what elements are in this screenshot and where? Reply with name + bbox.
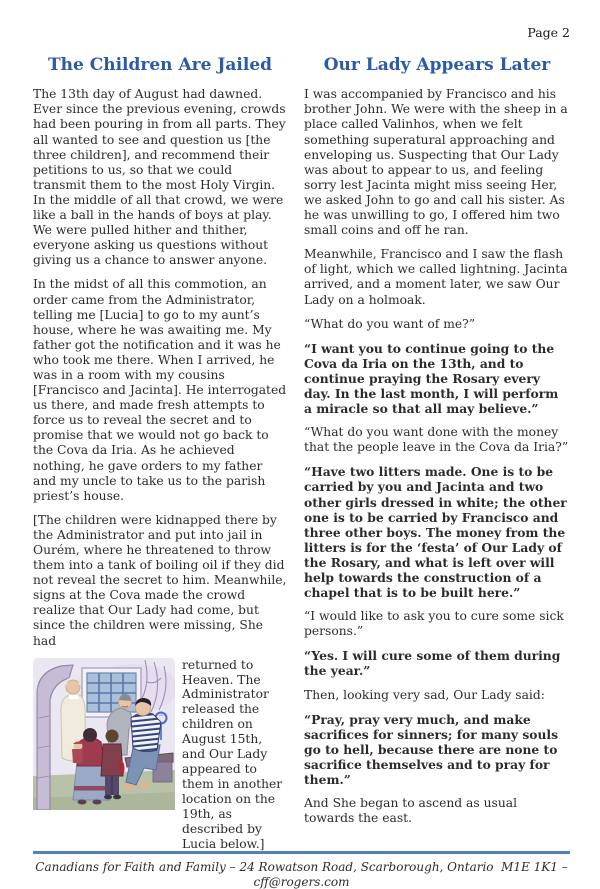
right-column (304, 52, 570, 852)
left-column-heading: The Children Are Jailed (47, 54, 273, 75)
wrapped-text-column (182, 658, 287, 852)
barred-window (82, 668, 141, 717)
paragraph: And She began to ascend as usual towards the east. (304, 796, 518, 826)
paragraph: The 13th day of August had dawned. Ever since the previous evening, crowds had been pouring in from all parts. They all wanted to see and question us [the three children], and recommend their petitions to us, so that we could transmit them to the most Holy Virgin. In the middle of all that crowd, we were like a ball in the hands of boys at play. We were pulled hither and thither, everyone asking us questions without giving us a chance to answer anyone. (33, 87, 286, 268)
footer-text: Canadians for Faith and Family – 24 Rowatson Road, Scarborough, Ontario M1E 1K1 – cff@rogers.com (35, 860, 568, 889)
paragraph: I was accompanied by Francisco and his brother John. We were with the sheep in a place called Valinhos, when we felt something superatural approaching and enveloping us. Suspecting that Our Lady was about to appear to us, and feeling sorry lest Jacinta might miss seeing Her, we asked John to go and call his sister. As he was unwilling to go, I offered him two small coins and off he ran. (304, 87, 568, 238)
paragraph-our-lady-quote: “I want you to continue going to the Cova da Iria on the 13th, and to continue praying the Rosary every day. In the last month, I will perform a miracle so that all may believe.” (304, 340, 559, 417)
page-footer (33, 851, 570, 889)
paragraph: In the midst of all this commotion, an order came from the Administrator, telling me [Lucia] to go to my aunt’s house, where he was awaiting me. My father got the notification and it was he who took me there. When I arrived, he was in a room with my cousins [Francisco and Jacinta]. He interrogated us there, and made fresh attempts to force us to reveal the secret and to promise that we would not go back to the Cova da Iria. As he achieved nothing, he gave orders to my father and my uncle to take us to the parish priest’s house. (33, 277, 287, 503)
paragraph: [The children were kidnapped there by the Administrator and put into jail in Ourém, where he threatened to throw them into a tank of boiling oil if they did not reveal the secret to him. Meanwhile, signs at the Cova made the crowd realize that Our Lady had come, but since the children were missing, She had (33, 512, 287, 648)
paragraph: Then, looking very sad, Our Lady said: (304, 687, 545, 702)
two-column-body (33, 52, 570, 852)
page-number: Page 2 (527, 25, 570, 40)
paragraph: “What do you want done with the money that the people leave in the Cova da Iria?” (304, 425, 569, 455)
paragraph: Meanwhile, Francisco and I saw the flash of light, which we called lightning. Jacinta arrived, and a moment later, we saw Our Lady on a holmoak. (304, 247, 568, 307)
paragraph: “I would like to ask you to cure some sick persons.” (304, 609, 564, 639)
paragraph-our-lady-quote: “Yes. I will cure some of them during the year.” (304, 648, 561, 679)
jail-scene-illustration (33, 658, 175, 810)
right-column-heading: Our Lady Appears Later (323, 54, 551, 75)
paragraph: “What do you want of me?” (304, 316, 476, 331)
paragraph-our-lady-quote: “Have two litters made. One is to be carried by you and Jacinta and two other girls dressed in white; the other one is to be carried by Francisco and three other boys. The money from the litters is for the ‘festa’ of Our Lady of the Rosary, and what is left over will help towards the construction of a chapel that is to be built here.” (304, 464, 567, 601)
paragraph-our-lady-quote: “Pray, pray very much, and make sacrifices for sinners; for many souls go to hell, because there are none to sacrifice themselves and to pray for them.” (304, 711, 559, 788)
paragraph: returned to Heaven. The Administrator released the children on August 15th, and Our Lady appeared to them in another location on the 19th, as described by Lucia below.] (182, 657, 283, 851)
illustration-with-wrapped-text (33, 658, 287, 852)
left-column (33, 52, 287, 852)
